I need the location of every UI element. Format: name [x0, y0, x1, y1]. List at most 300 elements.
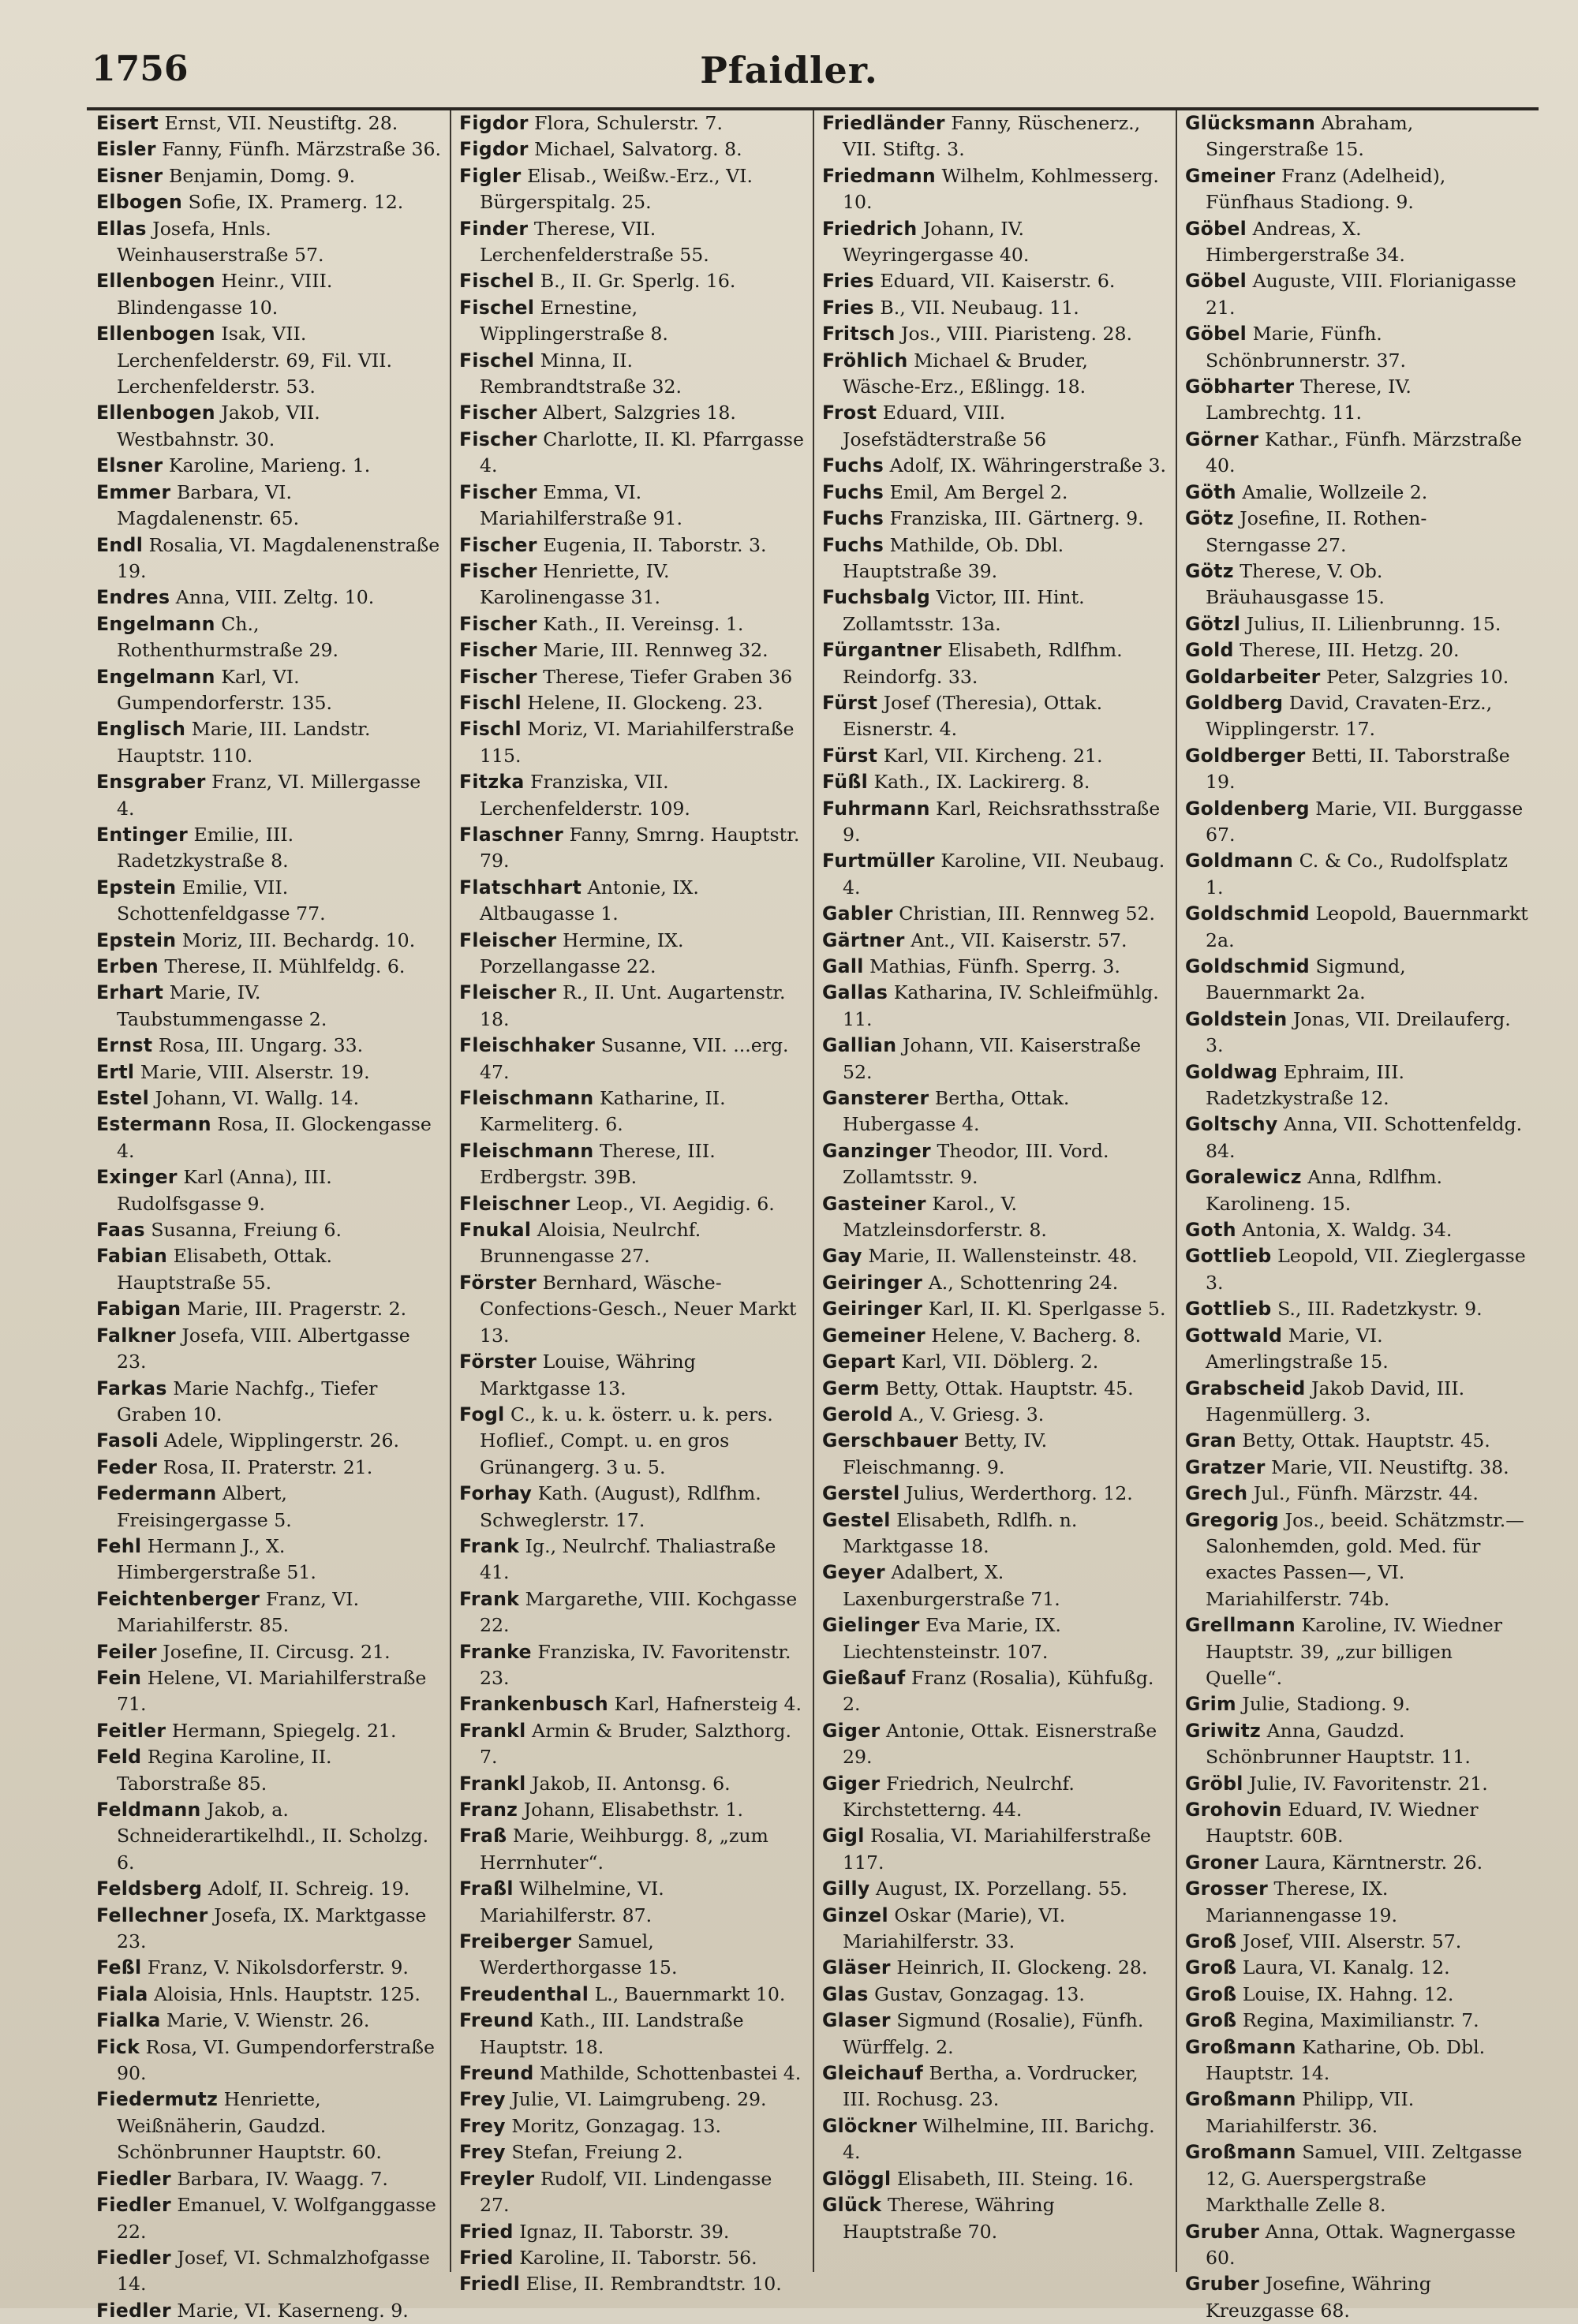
entry-details: Heinr., VIII. Blindengasse 10. [117, 270, 333, 319]
entry-details: Michael, Salvatorg. 8. [534, 138, 742, 161]
directory-entry [459, 1691, 805, 1717]
entry-details: Wilhelm, Kohlmesserg. 10. [843, 164, 1159, 214]
entry-details: Hermine, IX. Porzellangasse 22. [480, 928, 684, 977]
entry-details: Anna, VIII. Zeltg. 10. [175, 586, 375, 609]
directory-entry [822, 637, 1168, 690]
entry-details: Therese, V. Ob. Bräuhausgasse 15. [1206, 559, 1385, 609]
directory-entry [822, 928, 1168, 954]
entry-name: Feldmann [96, 1799, 201, 1821]
entry-name: Goldschmid [1185, 902, 1310, 925]
directory-entry [822, 532, 1168, 585]
entry-name: Feitler [96, 1719, 166, 1742]
entry-name: Frey [459, 2114, 506, 2137]
entry-details: Eva Marie, IX. Liechtensteinstr. 107. [843, 1614, 1061, 1663]
directory-entry [96, 1112, 442, 1164]
entry-details: Helene, II. Glockeng. 23. [527, 691, 764, 714]
entry-details: Fanny, Smrng. Hauptstr. 79. [480, 823, 800, 872]
entry-details: Kath., II. Vereinsg. 1. [543, 612, 744, 635]
entry-name: Frost [822, 402, 877, 424]
directory-entry [459, 400, 805, 426]
column-1 [88, 110, 451, 2322]
entry-name: Engelmann [96, 665, 215, 688]
directory-entry [96, 611, 442, 664]
directory-entry [96, 163, 442, 189]
entry-details: Marie, IV. Taubstummengasse 2. [117, 981, 327, 1030]
directory-entry [96, 1428, 442, 1454]
entry-name: Fleischmann [459, 1139, 594, 1162]
entry-details: Adalbert, X. Laxenburgerstraße 71. [843, 1561, 1060, 1610]
directory-entry [96, 980, 442, 1033]
entry-name: Förster [459, 1271, 537, 1294]
directory-entry [459, 1402, 805, 1481]
entry-name: Friedl [459, 2273, 521, 2296]
directory-entry [822, 769, 1168, 795]
directory-entry [96, 136, 442, 163]
entry-name: Faas [96, 1219, 145, 1242]
directory-entry [822, 1955, 1168, 1981]
directory-entry [1185, 1797, 1531, 1850]
directory-entry [822, 295, 1168, 321]
directory-entry [822, 1560, 1168, 1612]
entry-details: Therese, IV. Lambrechtg. 11. [1206, 376, 1412, 424]
directory-entry [96, 1059, 442, 1085]
directory-entry [1185, 1217, 1531, 1243]
directory-entry [822, 1270, 1168, 1296]
entry-details: Karl, Reichsrathsstraße 9. [843, 797, 1161, 846]
entry-details: Bertha, a. Vordrucker, III. Rochusg. 23. [843, 2062, 1139, 2111]
entry-details: Franziska, IV. Favoritenstr. 23. [480, 1640, 791, 1689]
directory-entry [459, 1718, 805, 1771]
entry-name: Figdor [459, 112, 529, 134]
directory-entry [96, 822, 442, 875]
entry-details: Josefa, IX. Marktgasse 23. [117, 1904, 427, 1953]
entry-name: Fehl [96, 1534, 142, 1557]
directory-entry [1185, 1929, 1531, 1955]
directory-entry [459, 980, 805, 1033]
entry-name: Freudenthal [459, 1982, 589, 2005]
entry-name: Gottwald [1185, 1324, 1283, 1347]
entry-details: Aloisia, Neulrchf. Brunnengasse 27. [480, 1219, 701, 1268]
entry-name: Gilly [822, 1878, 870, 1900]
entry-details: Emil, Am Bergel 2. [889, 480, 1068, 503]
entry-name: Förster [459, 1351, 537, 1373]
entry-name: Flaschner [459, 823, 564, 846]
entry-details: Josef, VIII. Alserstr. 57. [1242, 1930, 1462, 1953]
entry-details: Josefine, II. Rothen-Sterngasse 27. [1206, 507, 1427, 556]
entry-name: Ernst [96, 1034, 153, 1057]
entry-details: Helene, VI. Mariahilferstraße 71. [117, 1666, 427, 1716]
directory-entry [1185, 1455, 1531, 1481]
entry-name: Fick [96, 2035, 140, 2058]
directory-entry [459, 110, 805, 136]
entry-name: Fnukal [459, 1219, 532, 1242]
directory-entry [1185, 1508, 1531, 1613]
directory-entry [1185, 374, 1531, 427]
entry-details: Samuel, Werderthorgasse 15. [480, 1930, 678, 1979]
directory-entry [1185, 110, 1531, 163]
directory-entry [1185, 796, 1531, 849]
entry-name: Endres [96, 586, 170, 609]
directory-entry [459, 1534, 805, 1586]
entry-name: Götzl [1185, 612, 1241, 635]
entry-name: Grech [1185, 1482, 1248, 1505]
entry-name: Fuchsbalg [822, 586, 931, 609]
entry-name: Ensgraber [96, 771, 206, 794]
entry-name: Feder [96, 1455, 158, 1478]
directory-entry [459, 2087, 805, 2113]
entry-details: Amalie, Wollzeile 2. [1242, 480, 1428, 503]
directory-entry [459, 637, 805, 663]
directory-entry [1185, 1243, 1531, 1296]
entry-name: Fürst [822, 691, 878, 714]
entry-name: Fries [822, 296, 874, 319]
entry-details: Jul., Fünfh. Märzstr. 44. [1253, 1482, 1479, 1505]
entry-name: Flatschhart [459, 876, 582, 899]
directory-columns [88, 110, 1539, 2322]
entry-name: Fischer [459, 533, 537, 556]
directory-entry [459, 216, 805, 269]
directory-entry [96, 769, 442, 822]
entry-name: Epstein [96, 928, 177, 951]
entry-details: Auguste, VIII. Florianigasse 21. [1206, 270, 1516, 319]
directory-entry [1185, 1876, 1531, 1929]
directory-entry [459, 1771, 805, 1797]
entry-name: Gregorig [1185, 1508, 1280, 1531]
entry-name: Falkner [96, 1324, 176, 1347]
entry-name: Freund [459, 2009, 534, 2032]
entry-name: Fried [459, 2220, 514, 2243]
directory-entry [822, 1033, 1168, 1085]
directory-entry [96, 1955, 442, 1981]
entry-name: Feichtenberger [96, 1587, 260, 1610]
directory-entry [459, 1639, 805, 1692]
entry-name: Englisch [96, 718, 186, 741]
directory-entry [1185, 954, 1531, 1007]
entry-name: Eisert [96, 112, 159, 134]
entry-details: Josefine, Währing Kreuzgasse 68. [1206, 2273, 1431, 2322]
entry-details: Peter, Salzgries 10. [1326, 665, 1509, 688]
directory-entry [822, 1323, 1168, 1349]
entry-details: Henriette, Weißnäherin, Gaudzd. Schönbrunner Hauptstr. 60. [117, 2088, 382, 2164]
directory-entry [822, 1428, 1168, 1481]
directory-entry [822, 453, 1168, 479]
entry-details: B., VII. Neubaug. 11. [880, 296, 1079, 319]
directory-entry [96, 1665, 442, 1718]
directory-entry [822, 400, 1168, 453]
directory-entry [1185, 1955, 1531, 1981]
entry-name: Friedrich [822, 217, 918, 240]
entry-details: Jonas, VII. Dreilauferg. 3. [1206, 1007, 1511, 1057]
entry-details: Hermann, Spiegelg. 21. [171, 1719, 397, 1742]
directory-entry [459, 268, 805, 294]
directory-entry [822, 1903, 1168, 1956]
directory-entry [459, 1138, 805, 1191]
entry-name: Ellenbogen [96, 270, 215, 293]
entry-details: Therese, III. Hetzg. 20. [1240, 639, 1460, 662]
entry-details: Marie Nachfg., Tiefer Graben 10. [117, 1377, 378, 1425]
directory-entry [822, 1982, 1168, 2008]
entry-details: Philipp, VII. Mariahilferstr. 36. [1206, 2088, 1415, 2137]
entry-details: Karl (Anna), III. Rudolfsgasse 9. [117, 1166, 332, 1215]
directory-entry [822, 1349, 1168, 1375]
entry-name: Geyer [822, 1561, 885, 1584]
directory-entry [1185, 1850, 1531, 1876]
entry-details: Michael & Bruder, Wäsche-Erz., Eßlingg. 18. [843, 349, 1088, 398]
directory-entry [459, 2008, 805, 2061]
entry-name: Entinger [96, 823, 189, 846]
directory-entry [96, 1296, 442, 1322]
directory-entry [1185, 506, 1531, 559]
entry-details: Marie, VIII. Alserstr. 19. [140, 1060, 370, 1083]
entry-details: Elisabeth, Rdlfhm. Reindorfg. 33. [843, 639, 1123, 688]
entry-details: Marie, Weihburgg. 8, „zum Herrnhuter“. [480, 1825, 768, 1874]
directory-entry [96, 268, 442, 321]
entry-name: Goldberg [1185, 691, 1284, 714]
column-2 [451, 110, 814, 2296]
entry-details: Mathilde, Schottenbastei 4. [540, 2062, 802, 2085]
entry-details: Sigmund, Bauernmarkt 2a. [1206, 955, 1406, 1004]
entry-name: Gruber [1185, 2273, 1260, 2296]
entry-details: Adolf, II. Schreig. 19. [208, 1878, 410, 1900]
entry-details: Leopold, Bauernmarkt 2a. [1206, 902, 1528, 951]
directory-entry [1185, 1428, 1531, 1454]
directory-entry [1185, 216, 1531, 269]
directory-entry [96, 664, 442, 717]
directory-entry [822, 506, 1168, 532]
entry-name: Gröbl [1185, 1772, 1243, 1795]
entry-details: Eduard, VII. Kaiserstr. 6. [880, 270, 1116, 293]
directory-entry [1185, 1718, 1531, 1771]
entry-details: Laura, Kärntnerstr. 26. [1264, 1851, 1483, 1874]
entry-name: Fabigan [96, 1298, 181, 1321]
entry-details: Josefine, II. Circusg. 21. [163, 1640, 391, 1663]
directory-entry [459, 480, 805, 532]
entry-details: Jos., VIII. Piaristeng. 28. [901, 323, 1132, 346]
entry-details: Laura, VI. Kanalg. 12. [1242, 1956, 1450, 1979]
directory-entry [459, 1586, 805, 1639]
directory-entry [822, 1665, 1168, 1718]
directory-entry [1185, 1771, 1531, 1797]
entry-details: Wilhelmine, III. Barichg. 4. [843, 2114, 1155, 2164]
entry-details: Marie, VII. Burggasse 67. [1206, 797, 1524, 846]
directory-entry [822, 1823, 1168, 1876]
entry-name: Götz [1185, 507, 1234, 530]
directory-entry [822, 1085, 1168, 1138]
entry-name: Ellenbogen [96, 323, 215, 346]
directory-entry [459, 2271, 805, 2297]
directory-entry [96, 2192, 442, 2245]
entry-details: Louise, IX. Hahng. 12. [1242, 1982, 1454, 2005]
entry-name: Gestel [822, 1508, 891, 1531]
directory-entry [1185, 2008, 1531, 2034]
entry-details: Ernst, VII. Neustiftg. 28. [164, 112, 398, 134]
directory-entry [822, 480, 1168, 506]
entry-details: Ant., VII. Kaiserstr. 57. [911, 928, 1127, 951]
directory-entry [459, 1085, 805, 1138]
entry-name: Goldenberg [1185, 797, 1310, 820]
entry-name: Friedmann [822, 164, 937, 187]
entry-details: Julie, VI. Laimgrubeng. 29. [511, 2088, 767, 2111]
directory-entry [96, 1033, 442, 1059]
entry-name: Goth [1185, 1219, 1236, 1242]
entry-details: Jakob, II. Antonsg. 6. [532, 1772, 731, 1795]
entry-details: Anna, VII. Schottenfeldg. 84. [1206, 1113, 1523, 1162]
directory-entry [96, 2298, 442, 2324]
entry-name: Fabian [96, 1245, 168, 1268]
entry-details: Jakob, a. Schneiderartikelhdl., II. Scholzg. 6. [117, 1799, 429, 1874]
entry-details: Franz, V. Nikolsdorferstr. 9. [147, 1956, 409, 1979]
directory-entry [96, 1323, 442, 1376]
entry-details: Adolf, IX. Währingerstraße 3. [889, 454, 1166, 477]
entry-name: Elbogen [96, 191, 183, 214]
directory-entry [1185, 2219, 1531, 2272]
entry-name: Gärtner [822, 928, 905, 951]
directory-entry [96, 110, 442, 136]
entry-name: Götz [1185, 559, 1234, 582]
directory-entry [822, 2192, 1168, 2245]
entry-name: Gruber [1185, 2220, 1260, 2243]
entry-details: Isak, VII. Lerchenfelderstr. 69, Fil. VII. Lerchenfelderstr. 53. [117, 323, 392, 398]
directory-entry [459, 295, 805, 348]
entry-details: C. & Co., Rudolfsplatz 1. [1206, 850, 1508, 899]
entry-details: Hermann J., X. Himbergerstraße 51. [117, 1534, 316, 1584]
entry-details: Margarethe, VIII. Kochgasse 22. [480, 1587, 798, 1637]
entry-details: Barbara, IV. Waagg. 7. [177, 2167, 388, 2190]
entry-details: Josef (Theresia), Ottak. Eisnerstr. 4. [843, 691, 1103, 741]
entry-name: Gottlieb [1185, 1245, 1272, 1268]
entry-details: Jakob David, III. Hagenmüllerg. 3. [1206, 1377, 1465, 1425]
directory-entry [1185, 611, 1531, 637]
entry-details: Johann, IV. Weyringergasse 40. [843, 217, 1030, 267]
entry-details: Albert, Salzgries 18. [543, 402, 736, 424]
entry-name: Fischer [459, 559, 537, 582]
entry-details: Josef, VI. Schmalzhofgasse 14. [117, 2246, 430, 2296]
entry-details: Elisabeth, Ottak. Hauptstraße 55. [117, 1245, 333, 1294]
entry-details: Oskar (Marie), VI. Mariahilferstr. 33. [843, 1904, 1066, 1953]
entry-details: Betty, Ottak. Hauptstr. 45. [1242, 1429, 1490, 1452]
entry-name: Fischel [459, 270, 535, 293]
directory-entry [1185, 1007, 1531, 1059]
directory-entry [1185, 2087, 1531, 2139]
entry-name: Fiedler [96, 2167, 171, 2190]
entry-name: Glaser [822, 2009, 891, 2032]
entry-details: Rosa, II. Praterstr. 21. [163, 1455, 373, 1478]
entry-name: Gläser [822, 1956, 891, 1979]
entry-details: Flora, Schulerstr. 7. [534, 112, 723, 134]
entry-name: Friedländer [822, 112, 945, 134]
entry-name: Fröhlich [822, 349, 908, 372]
directory-entry [822, 1771, 1168, 1824]
entry-name: Fellechner [96, 1904, 208, 1926]
entry-name: Furtmüller [822, 850, 935, 872]
directory-entry [1185, 321, 1531, 374]
entry-details: Therese, IX. Mariannengasse 19. [1206, 1878, 1398, 1926]
entry-name: Gemeiner [822, 1324, 925, 1347]
directory-entry [822, 1296, 1168, 1322]
directory-entry [96, 1534, 442, 1586]
entry-details: B., II. Gr. Sperlg. 16. [540, 270, 736, 293]
directory-entry [822, 2008, 1168, 2061]
directory-entry [822, 2061, 1168, 2113]
entry-name: Gold [1185, 639, 1234, 662]
entry-details: Susanne, VII. ...erg. 47. [480, 1034, 789, 1083]
entry-name: Fasoli [96, 1429, 159, 1452]
entry-details: Louise, Währing Marktgasse 13. [480, 1351, 696, 1399]
entry-details: David, Cravaten-Erz., Wipplingerstr. 17. [1206, 691, 1493, 741]
directory-entry [96, 928, 442, 954]
entry-details: Ernestine, Wipplingerstraße 8. [480, 296, 668, 346]
entry-details: Kathar., Fünfh. Märzstraße 40. [1206, 428, 1522, 477]
entry-name: Grim [1185, 1693, 1236, 1716]
entry-details: Antonia, X. Waldg. 34. [1242, 1219, 1453, 1242]
entry-details: Anna, Rdlfhm. Karolineng. 15. [1206, 1166, 1443, 1215]
entry-name: Feld [96, 1746, 142, 1769]
directory-entry [459, 136, 805, 163]
entry-details: Heinrich, II. Glockeng. 28. [896, 1956, 1148, 1979]
directory-entry [459, 1481, 805, 1534]
entry-name: Fischer [459, 402, 537, 424]
directory-entry [822, 1612, 1168, 1665]
directory-entry [1185, 1059, 1531, 1112]
directory-entry [822, 1508, 1168, 1560]
directory-entry [1185, 848, 1531, 901]
entry-name: Fischel [459, 296, 535, 319]
entry-name: Fuchs [822, 480, 884, 503]
entry-details: Therese, III. Erdbergstr. 39B. [480, 1139, 716, 1189]
entry-details: Therese, II. Mühlfeldg. 6. [164, 955, 406, 977]
directory-entry [96, 1085, 442, 1112]
entry-details: Emilie, III. Radetzkystraße 8. [117, 823, 294, 872]
entry-name: Fuchs [822, 533, 884, 556]
directory-entry [459, 1797, 805, 1823]
directory-entry [822, 110, 1168, 163]
entry-details: Karoline, II. Taborstr. 56. [519, 2246, 757, 2269]
directory-entry [459, 1217, 805, 1270]
entry-details: Marie, II. Wallensteinstr. 48. [868, 1245, 1138, 1268]
entry-name: Fogl [459, 1403, 505, 1425]
entry-details: Marie, III. Pragerstr. 2. [186, 1298, 407, 1321]
entry-details: Ephraim, III. Radetzkystraße 12. [1206, 1060, 1405, 1110]
directory-entry [96, 480, 442, 532]
entry-details: Wilhelmine, VI. Mariahilferstr. 87. [480, 1878, 664, 1926]
entry-details: Henriette, IV. Karolinengasse 31. [480, 559, 670, 609]
entry-details: Bernhard, Wäsche-Confections-Gesch., Neuer Markt 13. [480, 1271, 797, 1347]
entry-name: Feiler [96, 1640, 157, 1663]
directory-entry [96, 2087, 442, 2165]
entry-details: Franz, VI. Mariahilferstr. 85. [117, 1587, 360, 1637]
entry-name: Griwitz [1185, 1719, 1262, 1742]
entry-name: Fein [96, 1666, 142, 1689]
entry-name: Gay [822, 1245, 862, 1268]
entry-details: Adele, Wipplingerstr. 26. [164, 1429, 400, 1452]
directory-entry [1185, 690, 1531, 743]
entry-name: Goldstein [1185, 1007, 1288, 1030]
entry-details: Karl, II. Kl. Sperlgasse 5. [928, 1298, 1166, 1321]
entry-name: Forhay [459, 1482, 533, 1505]
directory-entry [96, 1718, 442, 1744]
entry-name: Frank [459, 1587, 520, 1610]
entry-details: Marie, V. Wienstr. 26. [166, 2009, 370, 2032]
entry-name: Glück [822, 2194, 882, 2217]
directory-entry [459, 2245, 805, 2271]
entry-details: Benjamin, Domg. 9. [168, 164, 356, 187]
entry-name: Großmann [1185, 2141, 1296, 2164]
directory-entry [96, 1376, 442, 1429]
entry-details: Rosa, II. Glockengasse 4. [117, 1113, 432, 1162]
entry-details: Regina, Maximilianstr. 7. [1242, 2009, 1479, 2032]
entry-name: Fuchs [822, 507, 884, 530]
directory-entry [96, 532, 442, 585]
